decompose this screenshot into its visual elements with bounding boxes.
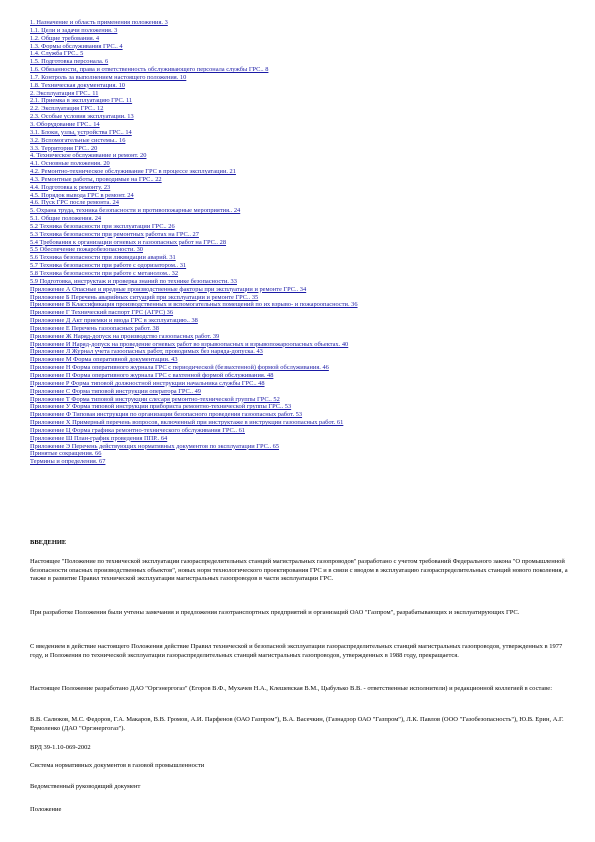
toc-item — [30, 152, 575, 160]
toc-item — [30, 458, 575, 466]
toc-item — [30, 286, 575, 294]
toc-item — [30, 239, 575, 247]
toc-link[interactable]: 1.6. Обязанности, права и ответственность обслуживающего персонала службы ГРС.. 8 — [30, 66, 269, 74]
toc-item — [30, 325, 575, 333]
toc-item — [30, 231, 575, 239]
toc-link[interactable]: Приложение В Классификация производственных и вспомогательных помещений по их взрыво- и пожароопасности. 36 — [30, 301, 358, 309]
toc-item — [30, 192, 575, 200]
document-code: ВРД 39-1.10-069-2002 — [30, 744, 91, 751]
toc-link[interactable]: Приложение Н Форма оперативного журнала ГРС с периодической (безвахтенной) формой обслуживания. 46 — [30, 364, 329, 372]
toc-link[interactable]: Приложение А Опасные и вредные производственные факторы при эксплуатации и ремонте ГРС.. 34 — [30, 285, 307, 293]
toc-item — [30, 419, 575, 427]
toc-link[interactable]: Приложение Е Перечень газоопасных работ. 38 — [30, 324, 159, 332]
toc-item — [30, 435, 575, 443]
toc-item — [30, 105, 575, 113]
toc-link[interactable]: 5.9 Подготовка, инструктаж и проверка знаний по технике безопасности. 33 — [30, 277, 237, 285]
toc-link[interactable]: Приложение И Наряд-допуск на проведение огневых работ во взрывоопасных и взрывопожароопасных объектах. 40 — [30, 340, 349, 348]
table-of-contents — [30, 19, 575, 466]
toc-link[interactable]: Приложение С Форма типовой инструкции оператора ГРС.. 49 — [30, 387, 201, 395]
intro-paragraph-4: Настоящее Положение разработано ДАО "Оргэнергогаз" (Егоров В.Ф., Мухачев Н.А., Клешевская В.М., Цыбулько В.В. - ответственные исполнители) и редакционной коллегией в составе: — [30, 685, 552, 692]
toc-link[interactable]: 3.2. Вспомогательные системы.. 16 — [30, 136, 126, 144]
toc-link[interactable]: Приложение Э Перечень действующих нормативных документов по эксплуатации ГРС.. 65 — [30, 442, 280, 450]
toc-link[interactable]: Приложение Р Форма типовой должностной инструкции начальника службы ГРС.. 48 — [30, 379, 265, 387]
toc-item — [30, 278, 575, 286]
toc-item — [30, 348, 575, 356]
toc-link[interactable]: 1.5. Подготовка персонала. 6 — [30, 58, 109, 66]
toc-item — [30, 199, 575, 207]
toc-link[interactable]: 2.2. Эксплуатация ГРС.. 12 — [30, 105, 104, 113]
toc-item — [30, 35, 575, 43]
toc-item — [30, 294, 575, 302]
toc-link[interactable]: Приложение Л Журнал учета газоопасных работ, проводимых без наряда-допуска. 43 — [30, 348, 263, 356]
toc-link[interactable]: Приложение М Форма оперативной документации. 43 — [30, 356, 178, 364]
toc-link[interactable]: Приложение П Форма оперативного журнала ГРС с вахтенной формой обслуживания. 48 — [30, 371, 274, 379]
toc-link[interactable]: 4.3. Ремонтные работы, проводимые на ГРС.. 22 — [30, 175, 162, 183]
document-type: Ведомственный руководящий документ — [30, 783, 141, 790]
toc-link[interactable]: Приложение Ф Типовая инструкция по организации безопасного проведения газоопасных работ. 53 — [30, 411, 303, 419]
toc-item — [30, 129, 575, 137]
toc-item — [30, 396, 575, 404]
toc-link[interactable]: 1.8. Техническая документация. 10 — [30, 81, 126, 89]
toc-item — [30, 50, 575, 58]
toc-item — [30, 450, 575, 458]
toc-item — [30, 309, 575, 317]
toc-item — [30, 113, 575, 121]
intro-paragraph-1: Настоящее "Положение по технической эксплуатации газораспределительных станций магистральных газопроводов" разработано с учетом требований Федерального закона "О промышленной безопасности опасных производственных объектов", новых норм технологического проектирования ГРС и в связи с вводом в эксплуатацию газораспределительных станций нового поколения, а также в развитие Правил технической эксплуатации магистральных газопроводов в части эксплуатации ГРС. — [30, 558, 568, 583]
intro-paragraph-5: В.В. Салюков, М.С. Федоров, Г.А. Макаров, В.В. Громов, А.И. Парфенов (ОАО Газпром"), В.А. Васечкин, (Газнадзор ОАО "Газпром"), Л.К. Павлов (ООО "Газобезопасность"), Ю.В. Ерин, А.Г. Ермоленко (ДАО "Оргэнергогаз"). — [30, 716, 564, 732]
toc-link[interactable]: Приложение Ж Наряд-допуск на производство газоопасных работ. 39 — [30, 332, 220, 340]
toc-item — [30, 27, 575, 35]
toc-item — [30, 145, 575, 153]
toc-link[interactable]: 4.2. Ремонтно-техническое обслуживание ГРС в процессе эксплуатации. 21 — [30, 168, 236, 176]
toc-link[interactable]: 4.5. Порядок вывода ГРС в ремонт. 24 — [30, 191, 134, 199]
toc-item — [30, 19, 575, 27]
toc-item — [30, 66, 575, 74]
toc-item — [30, 380, 575, 388]
toc-link[interactable]: 1. Назначение и область применения положения. 3 — [30, 19, 168, 26]
intro-paragraph-2: При разработке Положения были учтены замечания и предложения газотранспортных предприятий и организаций ОАО "Газпром", разрабатывающих и эксплуатирующих ГРС. — [30, 609, 520, 616]
toc-link[interactable]: 5. Охрана труда, техника безопасности и противопожарные мероприятия.. 24 — [30, 207, 241, 215]
toc-link[interactable]: 1.1. Цели и задачи положения. 3 — [30, 26, 118, 34]
toc-item — [30, 58, 575, 66]
toc-link[interactable]: 3. Оборудование ГРС.. 14 — [30, 120, 100, 128]
toc-item — [30, 184, 575, 192]
toc-link[interactable]: Приложение Г Технический паспорт ГРС (АГРС) 36 — [30, 309, 174, 317]
intro-heading: ВВЕДЕНИЕ — [30, 539, 67, 546]
toc-link[interactable]: 5.3 Техника безопасности при ремонтных работах на ГРС.. 27 — [30, 230, 199, 238]
toc-item — [30, 215, 575, 223]
toc-link[interactable]: Приложение Ш План-график проведения ППР.. 64 — [30, 434, 168, 442]
document-series: Система нормативных документов в газовой промышленности — [30, 762, 205, 769]
intro-paragraph-3: С введением в действие настоящего Положения действие Правил технической и безопасной эксплуатации газораспределительных станций магистральных газопроводов, утвержденных в 1977 году, и Положения по технической эксплуатации газораспределительных станций магистральных газопроводов, утвержденных в 1988 году, прекращается. — [30, 643, 563, 659]
toc-link[interactable]: 1.2. Общие требования. 4 — [30, 34, 100, 42]
toc-link[interactable]: 4.6. Пуск ГРС после ремонта. 24 — [30, 199, 119, 207]
toc-item — [30, 90, 575, 98]
toc-item — [30, 341, 575, 349]
toc-item — [30, 176, 575, 184]
toc-item — [30, 137, 575, 145]
toc-link[interactable]: 2. Эксплуатация ГРС.. 11 — [30, 89, 99, 97]
toc-item — [30, 301, 575, 309]
toc-item — [30, 403, 575, 411]
toc-link[interactable]: Приложение Ц Форма графика ремонтно-технического обслуживания ГРС.. 61 — [30, 426, 245, 434]
toc-item — [30, 168, 575, 176]
toc-link[interactable]: 5.8 Техника безопасности при работе с метанолом.. 32 — [30, 270, 179, 277]
toc-link[interactable]: Принятые сокращения. 66 — [30, 450, 102, 458]
toc-item — [30, 82, 575, 90]
toc-item — [30, 160, 575, 168]
toc-link[interactable]: 2.1. Приемка в эксплуатацию ГРС. 11 — [30, 97, 133, 105]
toc-link[interactable]: 4. Техническое обслуживание и ремонт. 20 — [30, 152, 147, 160]
toc-link[interactable]: Приложение У Форма типовой инструкции прибориста ремонтно-технической группы ГРС.. 53 — [30, 403, 292, 411]
toc-item — [30, 254, 575, 262]
toc-link[interactable]: Приложение Т Форма типовой инструкции слесаря ремонтно-технической группы ГРС.. 52 — [30, 395, 280, 403]
toc-item — [30, 74, 575, 82]
toc-link[interactable]: 5.4 Требования к организации огневых и газоопасных работ на ГРС.. 28 — [30, 238, 227, 246]
toc-item — [30, 443, 575, 451]
toc-item — [30, 223, 575, 231]
toc-link[interactable]: 5.5 Обеспечение пожаробезопасности. 30 — [30, 246, 143, 254]
toc-item — [30, 43, 575, 51]
toc-link[interactable]: Приложение Б Перечень аварийных ситуаций при эксплуатации и ремонте ГРС.. 35 — [30, 293, 259, 301]
toc-item — [30, 411, 575, 419]
toc-link[interactable]: 5.7 Техника безопасности при работе с одоризатором.. 31 — [30, 262, 187, 270]
toc-link[interactable]: 2.3. Особые условия эксплуатации. 13 — [30, 113, 134, 121]
toc-item — [30, 317, 575, 325]
toc-link[interactable]: Приложение Д Акт приемки и ввода ГРС в эксплуатацию.. 38 — [30, 317, 198, 325]
toc-item — [30, 270, 575, 278]
toc-item — [30, 262, 575, 270]
toc-item — [30, 427, 575, 435]
toc-link[interactable]: 5.6 Техника безопасности при ликвидации аварий. 31 — [30, 254, 176, 262]
document-title-label: Положение — [30, 806, 62, 813]
toc-link[interactable]: 1.7. Контроль за выполнением настоящего положения. 10 — [30, 73, 187, 81]
toc-link[interactable]: 1.4. Служба ГРС.. 5 — [30, 50, 84, 58]
toc-link[interactable]: 1.3. Формы обслуживания ГРС.. 4 — [30, 42, 123, 50]
toc-item — [30, 364, 575, 372]
toc-item — [30, 388, 575, 396]
toc-item — [30, 246, 575, 254]
toc-item — [30, 97, 575, 105]
toc-item — [30, 356, 575, 364]
toc-link[interactable]: 4.1. Основные положения. 20 — [30, 160, 110, 168]
toc-link[interactable]: Приложение Х Примерный перечень вопросов, включенный при инструктаже в инструкции газоопасных работ. 61 — [30, 419, 344, 427]
toc-item — [30, 333, 575, 341]
toc-item — [30, 121, 575, 129]
toc-link[interactable]: Термины и определения. 67 — [30, 458, 106, 466]
toc-link[interactable]: 3.3. Территория ГРС.. 20 — [30, 144, 98, 152]
toc-link[interactable]: 5.1. Общие положения. 24 — [30, 215, 102, 223]
toc-link[interactable]: 4.4. Подготовка к ремонту. 23 — [30, 183, 111, 191]
toc-item — [30, 207, 575, 215]
toc-link[interactable]: 3.1. Блоки, узлы, устройства ГРС.. 14 — [30, 128, 132, 136]
toc-item — [30, 372, 575, 380]
toc-link[interactable]: 5.2 Техника безопасности при эксплуатации ГРС.. 26 — [30, 222, 175, 230]
